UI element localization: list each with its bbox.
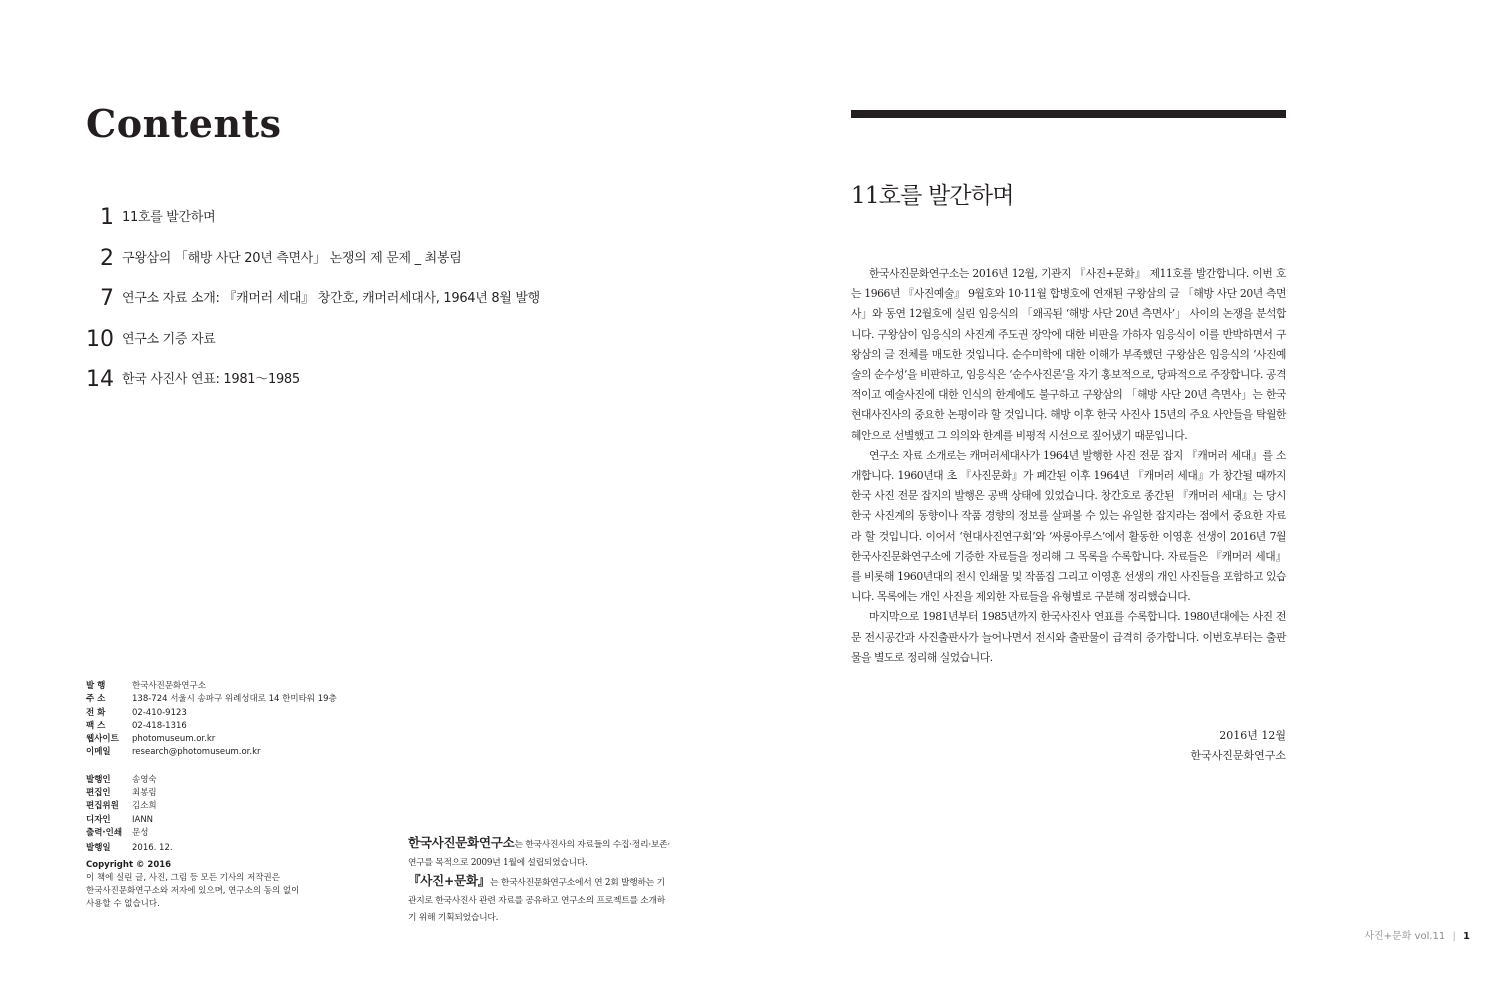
colophon-value: 문성 bbox=[132, 827, 149, 838]
journal-name: 『사진+문화』 bbox=[408, 873, 491, 888]
colophon-label: 주 소 bbox=[86, 694, 106, 705]
essay-paragraph: 한국사진문화연구소는 2016년 12월, 기관지 『사진+문화』 제11호를 발간합니다. 이번 호는 1966년 『사진예술』 9월호와 10·11월 합병호에 연재된 구왕삼의 글 「해방 사단 20년 측면사」와 동연 12월호에 실린 임응식의 「왜곡된 ‘해방 사단 20년 측면사’」 사이의 논쟁을 분석합니다. 구왕삼이 임응식의 사진계 주도권 장악에 대한 비판을 가하자 임응식이 이를 반박하면서 구왕삼의 글 전체를 매도한 것입니다. 순수미학에 대한 이해가 부족했던 구왕삼은 임응식의 ‘사진예술의 순수성’을 비판하고, 임응식은 ‘순수사진론’을 자기 홍보적으로, 당파적으로 주장합니다. 공격적이고 예술사진에 대한 인식의 한계에도 불구하고 구왕삼의 「해방 사단 20년 측면사」는 한국 현대사진사의 중요한 논평이라 할 것입니다. 해방 이후 한국 사진사 15년의 주요 사안들을 탁월한 혜안으로 선별했고 그 의의와 한계를 비평적 시선으로 짚어냈기 때문입니다. bbox=[851, 267, 1286, 442]
toc-item[interactable] bbox=[86, 198, 686, 239]
toc-page-number: 1 bbox=[100, 205, 114, 231]
colophon-row-design bbox=[86, 814, 396, 827]
signature-block bbox=[1086, 726, 1286, 766]
copyright-title: Copyright © 2016 bbox=[86, 859, 172, 870]
footer-separator: | bbox=[1452, 931, 1456, 942]
toc-title: 구왕삼의 「해방 사단 20년 측면사」 논쟁의 제 문제 _ 최봉림 bbox=[122, 250, 462, 266]
org-name: 한국사진문화연구소 bbox=[408, 835, 515, 850]
toc-title: 연구소 기증 자료 bbox=[122, 331, 216, 347]
colophon-row-publisher bbox=[86, 680, 396, 693]
about-institute bbox=[408, 834, 673, 928]
colophon-label: 발행일 bbox=[86, 843, 111, 854]
colophon-row-printing bbox=[86, 827, 396, 840]
colophon-value: 02-410-9123 bbox=[132, 707, 187, 718]
colophon-label: 편집위원 bbox=[86, 801, 119, 812]
page-number: 1 bbox=[1463, 931, 1470, 942]
colophon-row-email bbox=[86, 746, 396, 759]
colophon-row-issuer bbox=[86, 774, 396, 787]
toc-item[interactable] bbox=[86, 360, 686, 401]
colophon-value: 송영숙 bbox=[132, 774, 157, 785]
essay-title: 11호를 발간하며 bbox=[851, 183, 1014, 209]
copyright-notice: 이 책에 실린 글, 사진, 그림 등 모든 기사의 저작권은 한국사진문화연구소와 저자에 있으며, 연구소의 동의 없이 사용할 수 없습니다. bbox=[86, 872, 300, 910]
toc-item[interactable] bbox=[86, 239, 686, 280]
colophon-value: 138-724 서울시 송파구 위례성대로 14 한미타워 19층 bbox=[132, 694, 337, 705]
signature-date: 2016년 12월 bbox=[1219, 729, 1286, 742]
contents-heading: Contents bbox=[86, 101, 282, 146]
colophon-value: 김소희 bbox=[132, 801, 157, 812]
colophon bbox=[86, 680, 396, 912]
colophon-value: 최봉림 bbox=[132, 788, 157, 799]
toc-page-number: 10 bbox=[86, 326, 114, 352]
essay-paragraph: 마지막으로 1981년부터 1985년까지 한국사진사 연표를 수록합니다. 1980년대에는 사진 전문 전시공간과 사진출판사가 늘어나면서 전시와 출판물이 급격히 증가합니다. 이번호부터는 출판물을 별도로 정리해 실었습니다. bbox=[851, 610, 1286, 664]
colophon-value: 한국사진문화연구소 bbox=[132, 681, 206, 691]
colophon-spacer bbox=[86, 760, 396, 774]
toc-item[interactable] bbox=[86, 320, 686, 361]
colophon-label: 팩 스 bbox=[86, 720, 106, 731]
colophon-row-editor bbox=[86, 787, 396, 800]
colophon-row-website bbox=[86, 733, 396, 746]
essay-body bbox=[851, 264, 1286, 668]
colophon-label: 디자인 bbox=[86, 814, 111, 825]
toc-item[interactable] bbox=[86, 279, 686, 320]
colophon-label: 전 화 bbox=[86, 707, 106, 718]
signature-name: 한국사진문화연구소 bbox=[1190, 749, 1286, 762]
org-description: 는 한국사진사의 자료들의 수집·정리·보존·연구를 목적으로 2009년 1월에 설립되었습니다. bbox=[408, 840, 670, 868]
colophon-row-fax bbox=[86, 720, 396, 733]
colophon-label: 편집인 bbox=[86, 788, 111, 799]
email-link[interactable]: research@photomuseum.or.kr bbox=[132, 747, 261, 758]
toc-page-number: 7 bbox=[100, 286, 114, 312]
colophon-label: 웹사이트 bbox=[86, 734, 119, 745]
colophon-label: 출력·인쇄 bbox=[86, 827, 123, 838]
colophon-row-editorial-board bbox=[86, 800, 396, 813]
colophon-value: 2016. 12. bbox=[132, 843, 173, 854]
toc-page-number: 2 bbox=[100, 245, 114, 271]
colophon-value: 02-418-1316 bbox=[132, 720, 187, 731]
colophon-value: IANN bbox=[132, 814, 154, 825]
toc-page-number: 14 bbox=[86, 367, 114, 393]
toc-title: 연구소 자료 소개: 『캐머러 세대』 창간호, 캐머러세대사, 1964년 8월 발행 bbox=[122, 291, 540, 307]
colophon-row-address bbox=[86, 693, 396, 706]
toc-title: 11호를 발간하며 bbox=[122, 210, 216, 226]
toc-title: 한국 사진사 연표: 1981〜1985 bbox=[122, 372, 300, 388]
website-link[interactable]: photomuseum.or.kr bbox=[132, 734, 216, 745]
journal-running-title: 사진+문화 vol.11 bbox=[1364, 931, 1446, 942]
colophon-label: 이메일 bbox=[86, 747, 111, 758]
journal-description: 는 한국사진문화연구소에서 연 2회 발행하는 기관지로 한국사진사 관련 자료를 공유하고 연구소의 프로젝트를 소개하기 위해 기획되었습니다. bbox=[408, 878, 666, 923]
colophon-label: 발 행 bbox=[86, 681, 106, 691]
table-of-contents bbox=[86, 198, 686, 401]
colophon-row-phone bbox=[86, 707, 396, 720]
colophon-label: 발행인 bbox=[86, 774, 111, 785]
page-footer bbox=[1364, 930, 1470, 944]
essay-paragraph: 연구소 자료 소개로는 캐머러세대사가 1964년 발행한 사진 전문 잡지 『캐머러 세대』를 소개합니다. 1960년대 초 『사진문화』가 폐간된 이후 1964년 『캐머러 세대』가 창간될 때까지 한국 사진 전문 잡지의 발행은 공백 상태에 있었습니다. 창간호로 종간된 『캐머러 세대』는 당시 한국 사진계의 동향이나 작품 경향의 정보를 살펴볼 수 있는 유일한 잡지라는 점에서 중요한 자료라 할 것입니다. 이어서 ‘현대사진연구회’와 ‘싸롱아루스’에서 활동한 이영훈 선생이 2016년 7월 한국사진문화연구소에 기증한 자료들을 정리해 그 목록을 수록합니다. 자료들은 『캐머러 세대』를 비롯해 1960년대의 전시 인쇄물 및 작품집 그리고 이영훈 선생의 개인 사진들을 포함하고 있습니다. 목록에는 개인 사진을 제외한 자료들을 유형별로 구분해 정리했습니다. bbox=[851, 448, 1286, 604]
colophon-row-issue-date bbox=[86, 842, 396, 855]
title-rule bbox=[851, 110, 1286, 118]
